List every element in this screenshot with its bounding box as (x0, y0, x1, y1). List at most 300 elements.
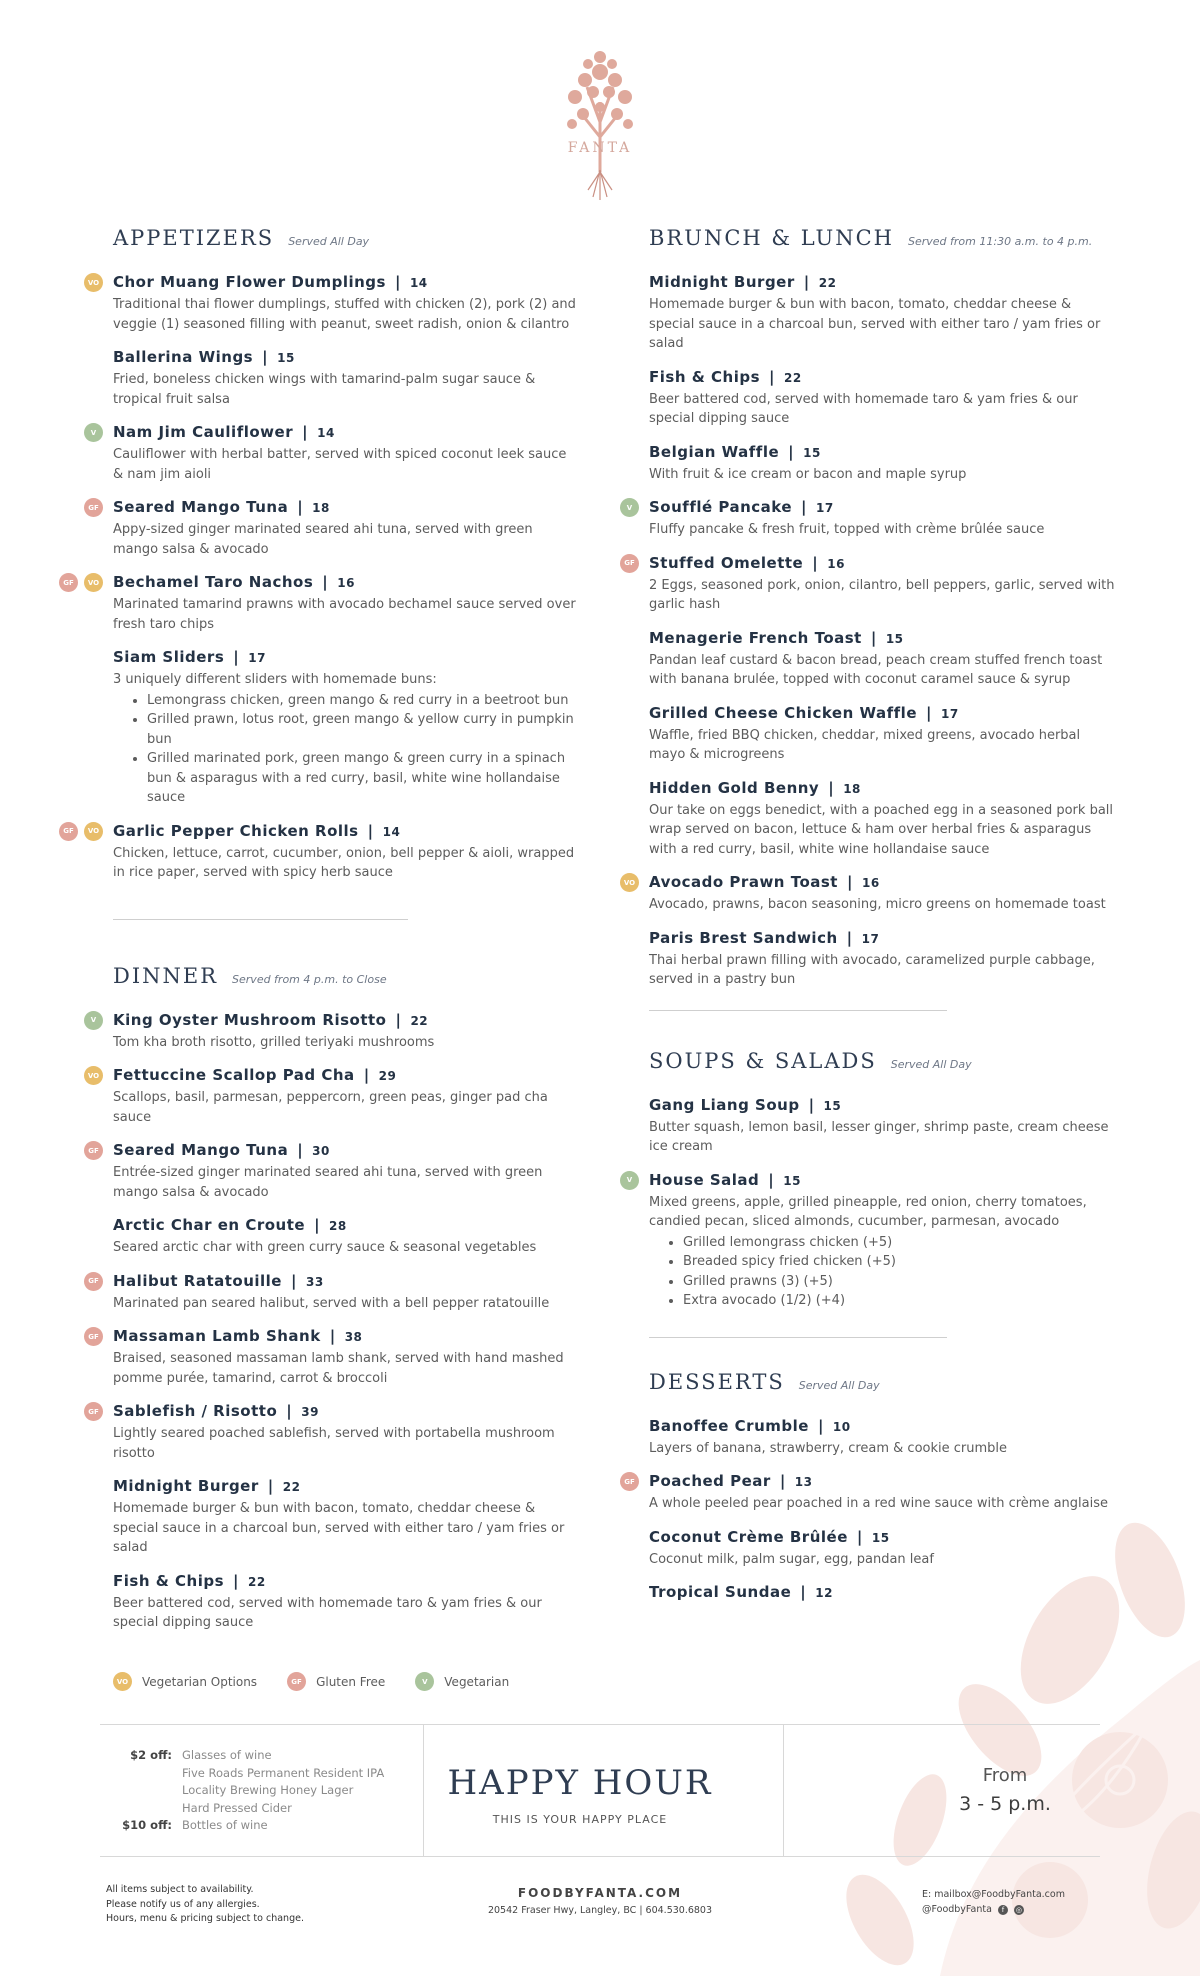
menu-item-name: Nam Jim Cauliflower (113, 423, 294, 441)
dinner-list (58, 1010, 578, 1633)
price-separator: | (779, 1472, 786, 1490)
gluten-free-badge-icon: GF (84, 1272, 103, 1291)
dietary-badges (84, 423, 103, 442)
price-separator: | (870, 628, 877, 647)
menu-item-description: Entrée-sized ginger marinated seared ahi tuna, served with green mango salsa & avocado (113, 1165, 543, 1200)
menu-item-price: 12 (815, 1586, 833, 1600)
menu-item (88, 1140, 578, 1202)
legend-gf (287, 1672, 385, 1691)
menu-item-description: Homemade burger & bun with bacon, tomato, cheddar cheese & special sauce in a charcoal bun, served with either taro / yam fries or salad (649, 297, 1101, 351)
dietary-badges (620, 1171, 639, 1190)
menu-item (649, 442, 1120, 485)
menu-item-description: Cauliflower with herbal batter, served with spiced coconut leek sauce & nam jim aioli (113, 447, 567, 482)
menu-item-name: Bechamel Taro Nachos (113, 573, 314, 591)
gluten-free-badge-icon: GF (287, 1672, 306, 1691)
menu-item (88, 1326, 578, 1388)
menu-item-heading (649, 553, 1120, 574)
vegetarian-badge-icon: V (415, 1672, 434, 1691)
gluten-free-badge-icon: GF (59, 573, 78, 592)
menu-item-name: Midnight Burger (649, 273, 795, 291)
menu-item-price: 18 (843, 781, 861, 796)
price-separator: | (828, 778, 835, 797)
menu-item (623, 872, 1120, 915)
option-item: • Breaded spicy fried chicken (+5) (683, 1252, 1120, 1272)
menu-item-description: Marinated tamarind prawns with avocado bechamel sauce served over fresh taro chips (113, 597, 576, 632)
option-item: • Lemongrass chicken, green mango & red curry in a beetroot bun (147, 691, 578, 711)
menu-item-description: 2 Eggs, seasoned pork, onion, cilantro, bell peppers, garlic, served with garlic hash (649, 577, 1115, 612)
menu-item-heading (113, 1065, 578, 1086)
menu-item-price: 18 (312, 501, 330, 515)
menu-item-name: Tropical Sundae (649, 1583, 792, 1601)
menu-item (113, 1476, 578, 1558)
menu-item (649, 703, 1120, 765)
menu-item-description: Fried, boneless chicken wings with tamarind-palm sugar sauce & tropical fruit salsa (113, 372, 536, 407)
menu-item-price: 17 (940, 706, 959, 721)
footer-note: Please notify us of any allergies. (106, 1898, 260, 1910)
dietary-badges (620, 1472, 639, 1491)
vegetarian-options-badge-icon: VO (84, 822, 103, 841)
menu-item (649, 1582, 1120, 1603)
menu-item-heading (113, 497, 578, 518)
vegetarian-options-badge-icon: VO (84, 273, 103, 292)
gluten-free-badge-icon: GF (84, 498, 103, 517)
menu-item-description: Our take on eggs benedict, with a poached egg in a seasoned pork ball wrap served on bacon, lettuce & ham over herbal fries & asparagus with a red curry, basil, white wine hollandaise sauce (649, 802, 1114, 857)
menu-item-heading (649, 1170, 1120, 1191)
happy-hour-title: HAPPY HOUR (447, 1763, 713, 1803)
address-phone: 20542 Fraser Hwy, Langley, BC | 604.530.6803 (487, 1905, 713, 1916)
menu-item-description: Fluffy pancake & fresh fruit, topped with crème brûlée sauce (649, 522, 1045, 537)
menu-item-heading (113, 572, 578, 593)
menu-item-description: Scallops, basil, parmesan, peppercorn, green peas, ginger pad cha sauce (113, 1090, 548, 1125)
happy-hour-time: 3 - 5 p.m. (959, 1793, 1051, 1815)
soups-list (620, 1095, 1120, 1311)
menu-item-description: Layers of banana, strawberry, cream & cookie crumble (649, 1440, 1008, 1456)
menu-item-heading (649, 1582, 1120, 1603)
menu-item-price: 28 (329, 1219, 347, 1233)
social-row (922, 1902, 1065, 1917)
appetizers-header (113, 226, 578, 250)
menu-item-heading (113, 422, 578, 443)
menu-item-name: Belgian Waffle (649, 442, 780, 461)
menu-item-price: 22 (818, 276, 837, 290)
vegetarian-badge-icon: V (84, 1011, 103, 1030)
menu-item-name: Gang Liang Soup (649, 1095, 800, 1114)
price-separator: | (322, 573, 329, 591)
price-separator: | (803, 273, 810, 291)
menu-item (626, 1170, 1120, 1311)
price-separator: | (233, 648, 240, 666)
section-subtitle: Served All Day (288, 235, 370, 248)
menu-item (63, 572, 578, 634)
option-item: • Grilled lemongrass chicken (+5) (683, 1233, 1120, 1253)
menu-item-price: 15 (277, 351, 295, 365)
dietary-badges (620, 554, 639, 573)
menu-item-description: Tom kha broth risotto, grilled teriyaki mushrooms (113, 1034, 435, 1050)
brand-name: FANTA (567, 140, 633, 156)
menu-item-price: 17 (248, 651, 266, 665)
menu-item-options (649, 1233, 1120, 1311)
dietary-badges (620, 873, 639, 892)
left-column (58, 226, 578, 1646)
menu-item-price: 16 (337, 576, 355, 590)
section-subtitle: Served All Day (798, 1378, 880, 1392)
menu-item (624, 1471, 1120, 1514)
price-separator: | (812, 553, 819, 572)
menu-item (90, 422, 578, 484)
brunch-list (620, 272, 1120, 990)
footer-note: All items subject to availability. (106, 1884, 254, 1895)
tree-logo-icon (555, 42, 645, 202)
brunch-header (649, 226, 1120, 250)
menu-item-price: 15 (783, 1173, 801, 1188)
price-separator: | (329, 1327, 336, 1345)
menu-item-heading (649, 497, 1120, 518)
deal-label: $10 off: (122, 1818, 172, 1832)
deal-row (100, 1747, 410, 1817)
vegetarian-options-badge-icon: VO (620, 873, 639, 892)
deal-item: Five Roads Permanent Resident IPA (182, 1765, 385, 1780)
dietary-legend (113, 1672, 531, 1691)
menu-item-name: Fish & Chips (649, 367, 761, 386)
legend-label: Vegetarian Options (142, 1674, 258, 1689)
section-subtitle: Served from 11:30 a.m. to 4 p.m. (908, 235, 1093, 248)
menu-item-price: 14 (317, 426, 335, 440)
menu-item (90, 1010, 578, 1053)
gluten-free-badge-icon: GF (620, 1472, 639, 1491)
menu-item (649, 778, 1120, 860)
website-link[interactable]: FOODBYFANTA.COM (517, 1886, 683, 1900)
deal-label: $2 off: (130, 1748, 172, 1762)
menu-item-name: Hidden Gold Benny (649, 778, 820, 797)
menu-item-name: Grilled Cheese Chicken Waffle (649, 703, 917, 722)
menu-item (87, 1065, 578, 1127)
price-separator: | (769, 367, 775, 386)
menu-item-price: 22 (784, 370, 802, 385)
deal-items (182, 1747, 384, 1817)
section-title: APPETIZERS (113, 226, 275, 250)
menu-item-name: Banoffee Crumble (649, 1416, 809, 1435)
price-separator: | (846, 873, 853, 891)
menu-item-description: Seared arctic char with green curry sauce & seasonal vegetables (113, 1240, 537, 1255)
happy-hour-deals (100, 1747, 410, 1835)
panel-divider (423, 1725, 424, 1856)
deal-item: Bottles of wine (182, 1818, 268, 1832)
menu-item-description: With fruit & ice cream or bacon and maple syrup (649, 466, 967, 482)
menu-item-heading (113, 272, 578, 293)
menu-item-name: Seared Mango Tuna (113, 1141, 289, 1159)
menu-item-options (113, 691, 578, 808)
menu-item-price: 29 (378, 1069, 397, 1083)
menu-item-price: 13 (794, 1475, 813, 1489)
menu-item-price: 22 (410, 1013, 429, 1028)
menu-item-name: Arctic Char en Croute (113, 1216, 306, 1234)
menu-item-name: Soufflé Pancake (649, 498, 793, 516)
section-title: SOUPS & SALADS (649, 1048, 877, 1073)
menu-item-price: 10 (832, 1419, 851, 1434)
vegetarian-options-badge-icon: VO (84, 573, 103, 592)
section-divider (113, 919, 408, 920)
menu-item-price: 22 (248, 1574, 266, 1589)
menu-item-heading (113, 347, 578, 368)
menu-item-name: Midnight Burger (113, 1477, 259, 1495)
happy-hour-panel (100, 1724, 1100, 1857)
menu-item-heading (649, 872, 1120, 893)
menu-item (649, 1416, 1120, 1459)
price-separator: | (262, 348, 269, 366)
deal-row (100, 1817, 410, 1835)
menu-item (87, 272, 578, 334)
price-separator: | (801, 498, 808, 516)
deal-item: Locality Brewing Honey Lager (182, 1783, 354, 1797)
section-subtitle: Served All Day (890, 1057, 972, 1071)
footer-contact (922, 1887, 1065, 1917)
menu-item (113, 1215, 578, 1258)
menu-item-heading (649, 272, 1120, 293)
menu-item-heading (113, 1326, 578, 1347)
menu-item-name: Halibut Ratatouille (113, 1271, 282, 1290)
dietary-badges (84, 1272, 103, 1291)
price-separator: | (297, 498, 304, 516)
menu-item-name: Fettuccine Scallop Pad Cha (113, 1066, 355, 1084)
price-separator: | (291, 1271, 297, 1290)
menu-item-heading (113, 1140, 578, 1161)
menu-item-price: 15 (885, 631, 904, 646)
menu-item-heading (113, 1401, 578, 1422)
dietary-badges (84, 1011, 103, 1030)
price-separator: | (363, 1066, 370, 1084)
vegetarian-options-badge-icon: VO (84, 1066, 103, 1085)
gluten-free-badge-icon: GF (620, 554, 639, 573)
menu-item-heading (649, 778, 1120, 799)
price-separator: | (267, 1477, 274, 1495)
menu-item (88, 1271, 578, 1314)
menu-item-description: Appy-sized ginger marinated seared ahi tuna, served with green mango salsa & avocado (113, 522, 533, 557)
deal-items (182, 1817, 268, 1835)
menu-item-name: Ballerina Wings (113, 348, 254, 366)
menu-item-name: Paris Brest Sandwich (649, 928, 838, 947)
section-subtitle: Served from 4 p.m. to Close (232, 972, 387, 986)
menu-item (113, 1571, 578, 1633)
menu-item (624, 553, 1120, 615)
menu-item-description: Pandan leaf custard & bacon bread, peach cream stuffed french toast with banana brulée, topped with coconut caramel sauce & syrup (649, 652, 1103, 687)
legend-label: Vegetarian (444, 1674, 510, 1689)
menu-item-description: Lightly seared poached sablefish, served with portabella mushroom risotto (113, 1426, 555, 1461)
happy-hour-subtitle: THIS IS YOUR HAPPY PLACE (492, 1813, 668, 1826)
menu-item-heading (113, 647, 578, 668)
section-divider (649, 1337, 947, 1338)
menu-item-name: Poached Pear (649, 1472, 771, 1490)
desserts-header (649, 1370, 1120, 1394)
menu-item-price: 17 (816, 501, 834, 515)
menu-item-name: Stuffed Omelette (649, 553, 804, 572)
section-title: BRUNCH & LUNCH (649, 226, 894, 250)
dietary-badges (84, 498, 103, 517)
gluten-free-badge-icon: GF (84, 1327, 103, 1346)
menu-item-price: 38 (344, 1330, 363, 1344)
option-item: • Grilled prawns (3) (+5) (683, 1272, 1120, 1292)
menu-item-name: Massaman Lamb Shank (113, 1327, 321, 1345)
menu-item-price: 15 (803, 445, 821, 460)
price-separator: | (800, 1583, 807, 1601)
happy-hour-from-label: From (982, 1765, 1028, 1786)
gluten-free-badge-icon: GF (59, 822, 78, 841)
menu-item-heading (649, 1416, 1120, 1437)
menu-item (113, 347, 578, 409)
price-separator: | (768, 1170, 775, 1189)
deal-item: Glasses of wine (182, 1748, 272, 1762)
menu-item-heading (113, 821, 578, 842)
menu-item-price: 16 (861, 876, 880, 890)
menu-item-heading (649, 367, 1120, 388)
panel-divider (783, 1725, 784, 1856)
dietary-badges (84, 1402, 103, 1421)
price-separator: | (286, 1402, 293, 1420)
desserts-list (620, 1416, 1120, 1604)
section-divider (649, 1010, 947, 1011)
menu-item-price: 14 (382, 824, 401, 839)
menu-item-price: 22 (282, 1480, 301, 1494)
menu-item-heading (113, 1010, 578, 1031)
menu-item-description: 3 uniquely different sliders with homemade buns: (113, 672, 437, 687)
footer-note: Hours, menu & pricing subject to change. (106, 1913, 304, 1924)
menu-item-heading (649, 1527, 1120, 1548)
section-title: DINNER (113, 963, 219, 988)
gluten-free-badge-icon: GF (84, 1402, 103, 1421)
menu-item (649, 272, 1120, 354)
menu-item (626, 497, 1120, 540)
vegetarian-badge-icon: V (620, 498, 639, 517)
menu-item-description: Beer battered cod, served with homemade taro & yam fries & our special dipping sauce (649, 391, 1078, 426)
price-separator: | (846, 928, 853, 947)
menu-item-description: Thai herbal prawn filling with avocado, caramelized purple cabbage, served in a pastry bun (649, 952, 1095, 987)
menu-item-heading (113, 1476, 578, 1497)
menu-item-name: Siam Sliders (113, 648, 225, 666)
menu-item-description: Waffle, fried BBQ chicken, cheddar, mixed greens, avocado herbal mayo & microgreens (649, 727, 1081, 762)
instagram-icon[interactable]: ◎ (1015, 1905, 1023, 1914)
menu-item-name: Garlic Pepper Chicken Rolls (113, 821, 359, 840)
dietary-badges (59, 573, 103, 592)
menu-item (649, 1095, 1120, 1157)
menu-item-price: 16 (827, 556, 845, 571)
price-separator: | (788, 442, 795, 461)
menu-item-heading (113, 1215, 578, 1236)
legend-vo (113, 1672, 257, 1691)
menu-item-price: 33 (305, 1274, 324, 1289)
right-column (620, 226, 1120, 1616)
facebook-icon[interactable]: f (998, 1905, 1008, 1915)
appetizers-list (58, 272, 578, 883)
price-separator: | (297, 1141, 304, 1159)
option-item: • Grilled prawn, lotus root, green mango & yellow curry in pumpkin bun (147, 710, 578, 749)
price-separator: | (856, 1527, 863, 1546)
price-separator: | (233, 1571, 239, 1590)
menu-item-name: House Salad (649, 1170, 760, 1189)
footer-notes (106, 1883, 304, 1927)
menu-item-heading (649, 928, 1120, 949)
menu-item-name: Seared Mango Tuna (113, 498, 289, 516)
menu-item-name: Fish & Chips (113, 1571, 225, 1590)
option-item: • Grilled marinated pork, green mango & green curry in a spinach bun & asparagus with a red curry, basil, white wine hollandaise sauce (147, 749, 578, 808)
email-link[interactable]: E: mailbox@FoodbyFanta.com (922, 1889, 1065, 1900)
menu-item-description: Traditional thai flower dumplings, stuffed with chicken (2), pork (2) and veggie (1) seasoned filling with peanut, sweet radish, onion & cilantro (113, 297, 576, 332)
menu-item-price: 39 (301, 1405, 319, 1419)
deal-item: Hard Pressed Cider (182, 1800, 292, 1815)
menu-item-name: Avocado Prawn Toast (649, 873, 838, 891)
menu-item-price: 15 (871, 1530, 890, 1545)
menu-item-price: 17 (861, 931, 880, 946)
menu-item-description: Butter squash, lemon basil, lesser ginger, shrimp paste, cream cheese ice cream (649, 1119, 1109, 1154)
price-separator: | (926, 703, 932, 722)
dietary-badges (59, 822, 103, 841)
price-separator: | (367, 821, 374, 840)
menu-item-heading (649, 1471, 1120, 1492)
price-separator: | (314, 1216, 321, 1234)
menu-item-name: King Oyster Mushroom Risotto (113, 1010, 387, 1029)
menu-item-description: Beer battered cod, served with homemade taro & yam fries & our special dipping sauce (113, 1595, 542, 1630)
social-handle: @FoodbyFanta (922, 1904, 992, 1915)
menu-item-heading (649, 1095, 1120, 1116)
price-separator: | (394, 273, 401, 291)
dinner-header (113, 964, 578, 988)
menu-item-heading (649, 703, 1120, 724)
soups-header (649, 1049, 1120, 1073)
legend-label: Gluten Free (316, 1674, 386, 1689)
price-separator: | (808, 1095, 815, 1114)
dietary-badges (84, 1141, 103, 1160)
menu-item-name: Sablefish / Risotto (113, 1402, 278, 1420)
menu-item-name: Chor Muang Flower Dumplings (113, 273, 386, 291)
menu-item-description: A whole peeled pear poached in a red wine sauce with crème anglaise (649, 1496, 1108, 1511)
price-separator: | (817, 1416, 824, 1435)
menu-item-heading (649, 442, 1120, 463)
menu-item-price: 14 (409, 276, 428, 290)
vegetarian-options-badge-icon: VO (113, 1672, 132, 1691)
menu-item-description: Braised, seasoned massaman lamb shank, served with hand mashed pomme purée, tamarind, carrot & broccoli (113, 1351, 564, 1386)
menu-item-name: Coconut Crème Brûlée (649, 1527, 848, 1546)
vegetarian-badge-icon: V (84, 423, 103, 442)
dietary-badges (620, 498, 639, 517)
menu-item (649, 1527, 1120, 1570)
menu-item (649, 628, 1120, 690)
section-title: DESSERTS (649, 1369, 785, 1394)
menu-item (649, 367, 1120, 429)
price-separator: | (395, 1010, 402, 1029)
price-separator: | (302, 423, 309, 441)
dietary-badges (84, 1066, 103, 1085)
menu-item-description: Avocado, prawns, bacon seasoning, micro greens on homemade toast (649, 897, 1106, 912)
menu-item-price: 30 (312, 1144, 330, 1158)
menu-item-description: Chicken, lettuce, carrot, cucumber, onion, bell pepper & aioli, wrapped in rice paper, served with spicy herb sauce (113, 845, 575, 880)
menu-item (88, 497, 578, 559)
menu-item-name: Menagerie French Toast (649, 628, 862, 647)
option-item: • Extra avocado (1/2) (+4) (683, 1291, 1120, 1311)
menu-item (113, 647, 578, 808)
menu-item-description: Homemade burger & bun with bacon, tomato, cheddar cheese & special sauce in a charcoal bun, served with either taro / yam fries or salad (113, 1501, 565, 1555)
dietary-badges (84, 1327, 103, 1346)
gluten-free-badge-icon: GF (84, 1141, 103, 1160)
menu-item (649, 928, 1120, 990)
menu-item (63, 821, 578, 883)
legend-v (415, 1672, 509, 1691)
menu-item-price: 15 (823, 1098, 842, 1113)
menu-item (88, 1401, 578, 1463)
vegetarian-badge-icon: V (620, 1171, 639, 1190)
menu-item-description: Marinated pan seared halibut, served with a bell pepper ratatouille (113, 1295, 550, 1311)
menu-item-heading (649, 628, 1120, 649)
menu-item-heading (113, 1271, 578, 1292)
menu-item-description: Mixed greens, apple, grilled pineapple, red onion, cherry tomatoes, candied pecan, sliced almonds, cucumber, parmesan, avocado (649, 1194, 1087, 1229)
dietary-badges (84, 273, 103, 292)
